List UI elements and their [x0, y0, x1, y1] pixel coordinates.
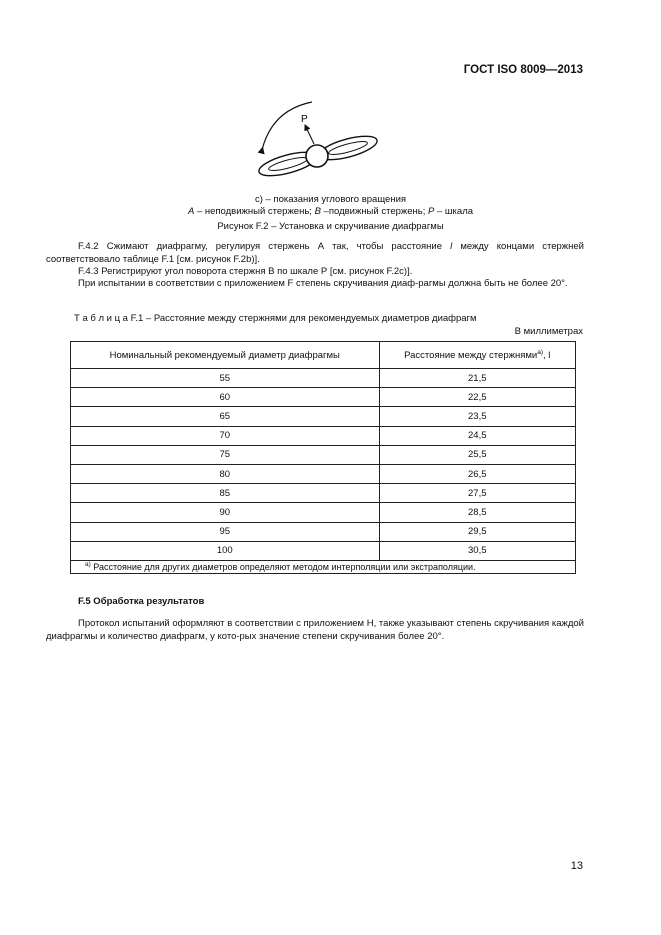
paragraph-requirement: При испытании в соответствии с приложением F степень скручивания диаф-рагмы должна быть не более 20°. — [78, 278, 568, 289]
table-row: 85 27,5 — [71, 484, 576, 503]
section-text: Протокол испытаний оформляют в соответствии с приложением Н, также указывают степень скручивания каждой диафрагмы и количество диафрагм, у кото-рых значение степени скручивания более 20°. — [46, 618, 584, 642]
table-footnote-row — [71, 560, 576, 573]
paragraph-f42: F.4.2 Сжимают диафрагму, регулируя стержень А так, чтобы расстояние l между концами стержней соответствовало таблице F.1 [см. рисунок F.2b)]. — [46, 241, 584, 265]
table-row: 75 25,5 — [71, 445, 576, 464]
rotation-arc — [262, 102, 312, 150]
table-title: Т а б л и ц а F.1 – Расстояние между стержнями для рекомендуемых диаметров диафрагм — [74, 313, 477, 324]
section-title: F.5 Обработка результатов — [78, 596, 205, 607]
figure-title: Рисунок F.2 – Установка и скручивание диафрагмы — [217, 221, 444, 232]
table-row: 55 21,5 — [71, 369, 576, 388]
table-row: 95 29,5 — [71, 522, 576, 541]
table-row: 65 23,5 — [71, 407, 576, 426]
table-row: 70 24,5 — [71, 426, 576, 445]
distance-table — [70, 341, 576, 574]
figure-rotation-diagram — [248, 100, 388, 190]
table-unit: В миллиметрах — [514, 326, 583, 337]
table-row: 100 30,5 — [71, 541, 576, 560]
document-code: ГОСТ ISO 8009—2013 — [463, 64, 583, 76]
table-footnote: $^{а)}$ Расстояние для других диаметров определяют методом интерполяции или экстраполяции. — [71, 560, 576, 573]
table-row: 90 28,5 — [71, 503, 576, 522]
center-hub — [306, 145, 328, 167]
header-diameter: Номинальный рекомендуемый диаметр диафрагмы — [71, 342, 380, 369]
figure-legend: А – неподвижный стержень; В –подвижный стержень; Р – шкала — [187, 206, 474, 217]
paragraph-f43: F.4.3 Регистрируют угол поворота стержня В по шкале Р [см. рисунок F.2c)]. — [78, 266, 413, 277]
table-row: 80 26,5 — [71, 464, 576, 483]
label-p: P — [301, 114, 308, 125]
page-number: 13 — [570, 860, 583, 872]
table-row: 60 22,5 — [71, 388, 576, 407]
figure-subcaption: c) – показания углового вращения — [254, 194, 407, 205]
header-distance: Расстояние между стержнями$^{а)}$, l — [379, 342, 576, 369]
pointer-arrow — [306, 127, 314, 144]
